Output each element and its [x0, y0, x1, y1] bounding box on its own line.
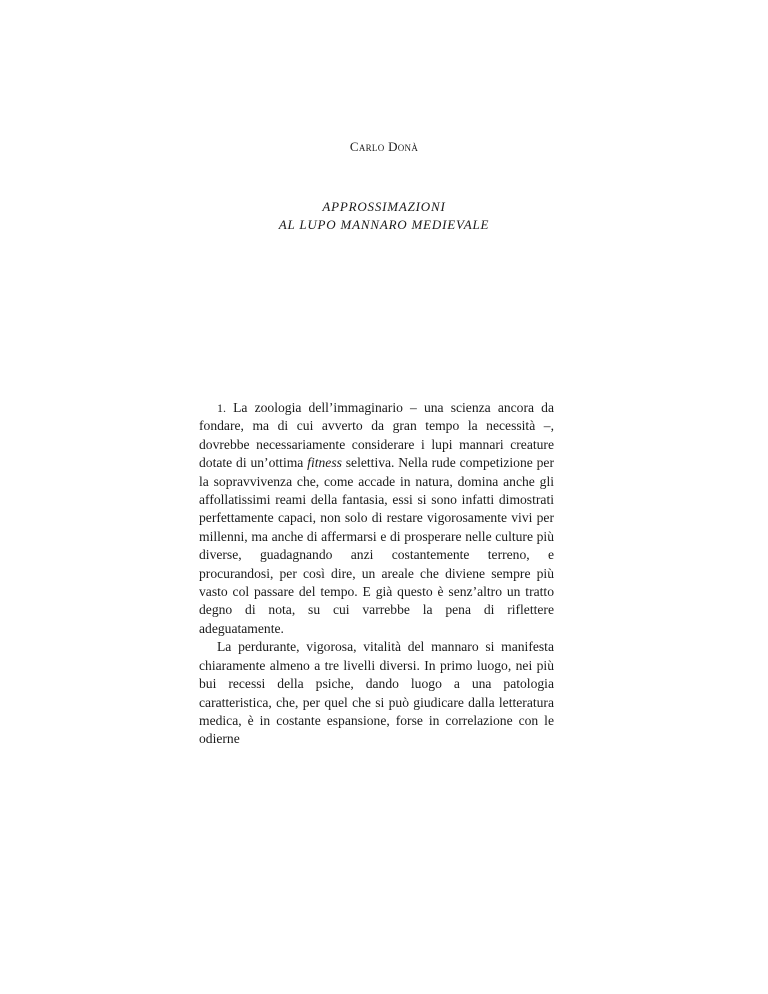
- paragraph-2: La perdurante, vigorosa, vitalità del mannaro si manifesta chiaramente almeno a tre livelli diversi. In primo luogo, nei più bui recessi della psiche, dando luogo a una patologia caratteristica, che, per quel che si può giudicare dalla letteratura medica, è in costante espansione, forse in correlazione con le odierne: [199, 639, 554, 747]
- body-text: [199, 399, 554, 749]
- paragraph-1: [199, 399, 554, 638]
- paragraph-1-text-a: La zoologia dell’immaginario – una scienza ancora da fondare, ma di cui avverto da gran tempo la necessità –, dovrebbe necessariamente considerare i lupi mannari creature dotate di un’ottima: [199, 400, 554, 471]
- title-line-1: APPROSSIMAZIONI: [322, 199, 446, 214]
- title-line-2: AL LUPO MANNARO MEDIEVALE: [278, 217, 490, 232]
- section-number: 1.: [217, 401, 226, 415]
- emphasis-fitness: fitness: [307, 455, 342, 471]
- paragraph-1-text-b: selettiva. Nella rude competizione per la sopravvivenza che, come accade in natura, domina anche gli affollatissimi reami della fantasia, essi si sono infatti dimostrati perfettamente capaci, non solo di restare vigorosamente vivi per millenni, ma anche di affermarsi e di prosperare nelle culture più diverse, guadagnando anzi costantemente terreno, e procurandosi, per così dire, un areale che diviene sempre più vasto col passare del tempo. E già questo è senz’altro un tratto degno di nota, su cui varrebbe la pena di riflettere adeguatamente.: [199, 455, 554, 636]
- article-title: [0, 198, 768, 234]
- author-name: Carlo Donà: [349, 139, 419, 154]
